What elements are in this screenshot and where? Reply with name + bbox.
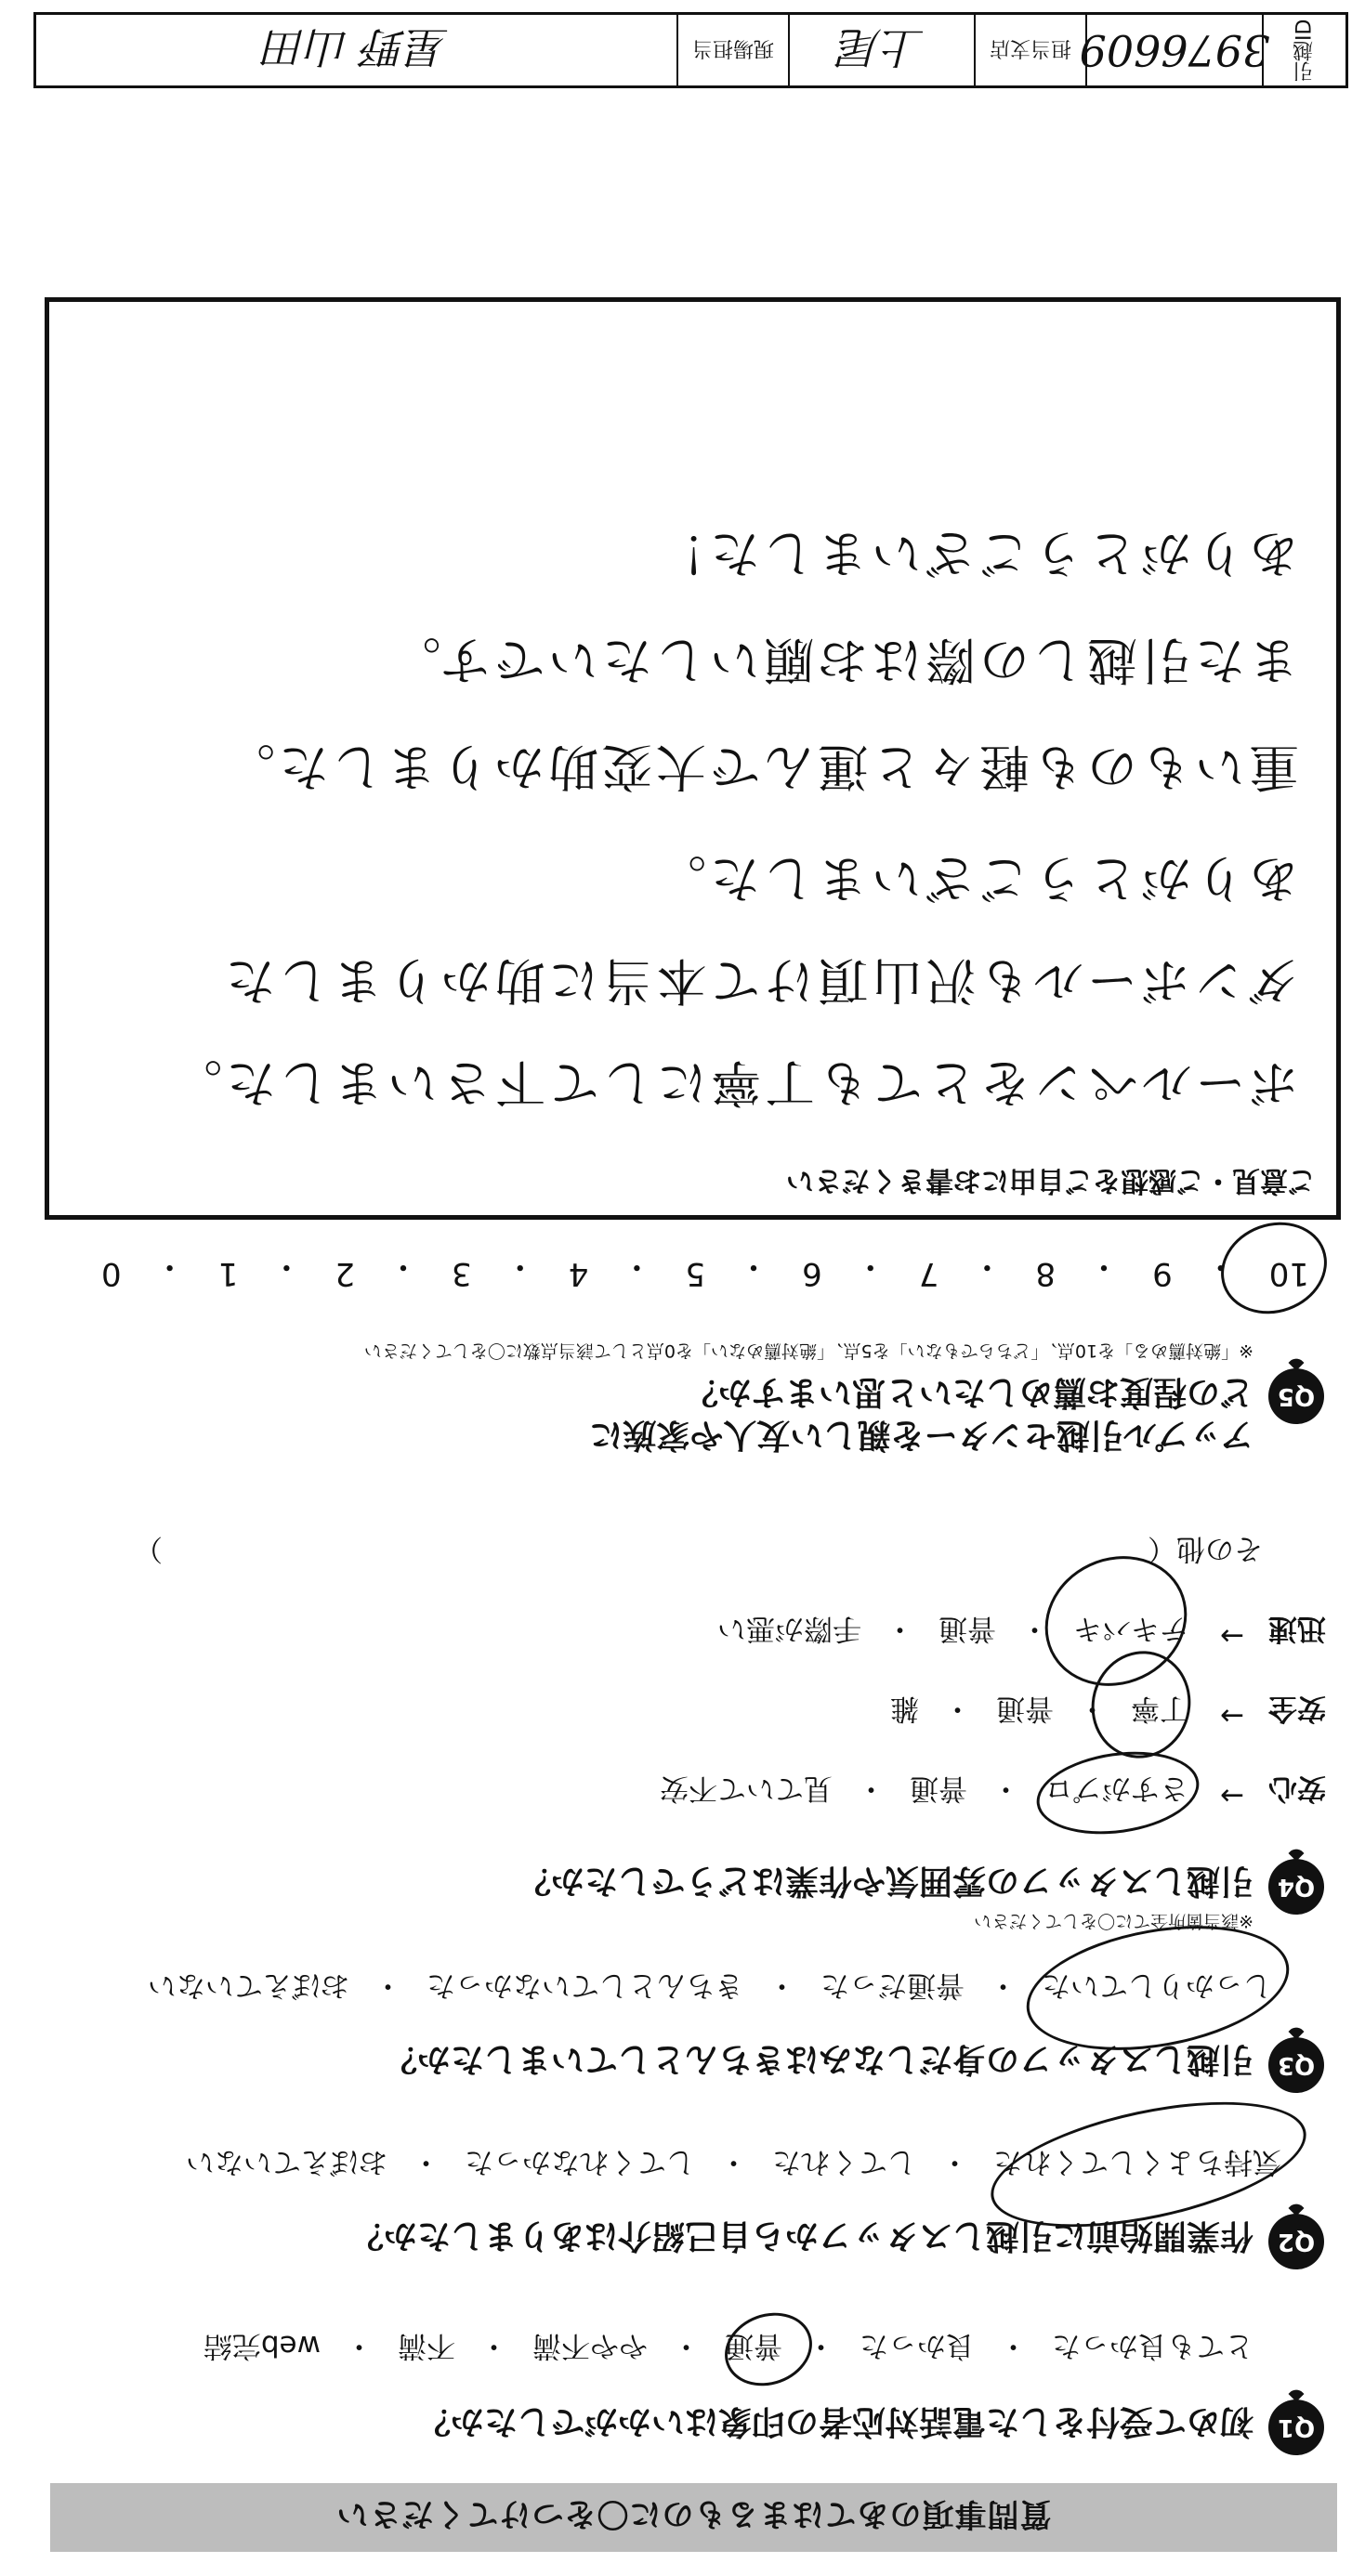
- q1-option-6[interactable]: web完結: [203, 2329, 321, 2362]
- q5-note: ※「絶対薦める」を10点、「どちらでもない」を5点、「絶対薦めない」を0点として該当点数に〇をしてください: [363, 1340, 1253, 1361]
- q1-option-2[interactable]: 良かった: [860, 2329, 975, 2362]
- q4-anzen-option-2[interactable]: 普通: [996, 1692, 1055, 1725]
- footer-branch-label: 担当支店: [974, 15, 1085, 85]
- q4-anshin-circle: [1031, 1742, 1204, 1844]
- q5-scale: 10 ・ 9 ・ 8 ・ 7 ・ 6 ・ 5 ・ 4 ・ 3 ・ 2 ・ 1 ・ 0: [101, 1248, 1309, 1292]
- q1-options: とても良かった ・ 良かった ・ 普通 ・ やや不満 ・ 不満 ・ web完結: [203, 2328, 1253, 2370]
- q3-question: 引越しスタッフの身だしなみはきちんとしていましたか？: [383, 2040, 1253, 2078]
- q5-score-2[interactable]: 2: [335, 1255, 355, 1292]
- instruction-banner: 質問事項のあてはまるものに〇をつけてください: [50, 2483, 1337, 2552]
- q1-option-4[interactable]: やや不満: [532, 2329, 648, 2362]
- q3-options: しっかりしていた ・ 普通だった ・ きちんとしていなかった ・ おぼえていない: [148, 1968, 1272, 2009]
- q4-anshin-option-3[interactable]: 見ていて不安: [660, 1772, 833, 1805]
- q4-jinsoku-option-2[interactable]: 普通: [938, 1612, 997, 1645]
- footer-staff-label: 現場担当: [676, 15, 788, 85]
- footer-branch-value: 上尾: [788, 15, 974, 85]
- q2-badge: Q2: [1268, 2214, 1324, 2269]
- q1-selected-circle: [715, 2301, 822, 2398]
- q2-option-4[interactable]: おぼえていない: [186, 2145, 387, 2178]
- q5-badge: Q5: [1268, 1368, 1324, 1424]
- q4-note: ※該当箇所全てに〇をしてください: [974, 1911, 1253, 1931]
- q4-anshin-option-1[interactable]: さすがプロ: [1044, 1772, 1189, 1805]
- comment-title: ご意見・ご感想をご自由にお書きください: [786, 1164, 1316, 1196]
- q4-anzen-option-1[interactable]: 丁寧: [1131, 1692, 1189, 1725]
- q2-question: 作業開始前に引越しスタッフから自己紹介はありましたか？: [349, 2216, 1253, 2255]
- q4-badge: Q4: [1268, 1859, 1324, 1915]
- footer-staff-value: 星野 山田: [264, 22, 449, 72]
- q5-score-9[interactable]: 9: [1152, 1255, 1173, 1292]
- q4-jinsoku-option-1[interactable]: テキパキ: [1073, 1612, 1189, 1645]
- q1-option-3[interactable]: 普通: [725, 2329, 782, 2362]
- q5-score-4[interactable]: 4: [568, 1255, 589, 1292]
- q2-option-3[interactable]: してくれなかった: [465, 2145, 695, 2178]
- q5-score-3[interactable]: 3: [452, 1255, 472, 1292]
- q4-anzen-option-3[interactable]: 雑: [890, 1692, 920, 1725]
- comment-line-4: 重いものも軽々と運んで大変助かりました。: [221, 738, 1299, 796]
- q5-selected-circle: [1208, 1208, 1340, 1328]
- q3-option-2[interactable]: 普通だった: [820, 1968, 965, 2002]
- comment-box[interactable]: [45, 297, 1341, 1220]
- q3-option-4[interactable]: おぼえていない: [148, 1968, 349, 2002]
- comment-line-6: ありがとうございました！: [652, 524, 1299, 582]
- footer-table: [33, 12, 1348, 88]
- q1-option-5[interactable]: 不満: [398, 2329, 455, 2362]
- q4-row-label-anshin: 安心: [1268, 1772, 1326, 1805]
- q2-option-2[interactable]: してくれた: [772, 2145, 916, 2178]
- comment-line-3: ありがとうございました。: [652, 849, 1299, 908]
- q4-row-anshin-options: → さすがプロ ・ 普通 ・ 見ていて不安: [660, 1772, 1244, 1812]
- q5-score-7[interactable]: 7: [918, 1255, 939, 1292]
- q4-jinsoku-option-3[interactable]: 手際が悪い: [717, 1612, 862, 1645]
- q4-other-label[interactable]: その他（: [1148, 1532, 1263, 1565]
- q5-question-line1: アップル引越センターを親しい友人や家族に: [589, 1416, 1253, 1454]
- q2-option-1[interactable]: 気持ちよくしてくれた: [993, 2145, 1281, 2178]
- q3-option-3[interactable]: きちんとしていなかった: [427, 1968, 743, 2002]
- q4-other-close: ）: [134, 1532, 163, 1565]
- q5-score-0[interactable]: 0: [101, 1255, 122, 1292]
- q4-row-jinsoku-options: → テキパキ ・ 普通 ・ 手際が悪い: [717, 1612, 1244, 1653]
- q4-row-anzen-options: → 丁寧 ・ 普通 ・ 雑: [890, 1692, 1244, 1733]
- q4-anshin-option-2[interactable]: 普通: [910, 1772, 968, 1805]
- q4-row-label-jinsoku: 迅速: [1268, 1612, 1326, 1645]
- comment-line-5: また引越しの際はお願いしたいです。: [387, 631, 1299, 689]
- q3-option-1[interactable]: しっかりしていた: [1042, 1968, 1272, 2002]
- q1-badge: Q1: [1268, 2399, 1324, 2455]
- q1-question: 初めて受付をした電話対応者の印象はいかがでしたか？: [416, 2402, 1253, 2440]
- footer-id-label: 引越ID: [1262, 15, 1345, 85]
- q4-row-label-anzen: 安全: [1268, 1692, 1326, 1725]
- q5-score-10[interactable]: 10: [1268, 1255, 1309, 1292]
- q4-question: 引越しスタッフの雰囲気や作業はどうでしたか？: [517, 1862, 1253, 1900]
- comment-line-1: ボールペンをとても丁寧にして下さいました。: [168, 1053, 1299, 1112]
- q5-score-5[interactable]: 5: [685, 1255, 706, 1292]
- q5-score-8[interactable]: 8: [1035, 1255, 1057, 1292]
- q5-score-6[interactable]: 6: [802, 1255, 822, 1292]
- comment-line-2: ダンボールも沢山頂けて本当に助かりました: [221, 951, 1299, 1010]
- q5-question-line2: どの程度お薦めしたいと思いますか？: [684, 1373, 1253, 1411]
- q5-score-1[interactable]: 1: [217, 1255, 239, 1292]
- footer-id-value: 3976609: [1085, 15, 1262, 85]
- q2-options: 気持ちよくしてくれた ・ してくれた ・ してくれなかった ・ おぼえていない: [186, 2144, 1281, 2186]
- q3-badge: Q3: [1268, 2037, 1324, 2093]
- q4-other: [134, 1531, 1263, 1573]
- q1-option-1[interactable]: とても良かった: [1052, 2329, 1253, 2362]
